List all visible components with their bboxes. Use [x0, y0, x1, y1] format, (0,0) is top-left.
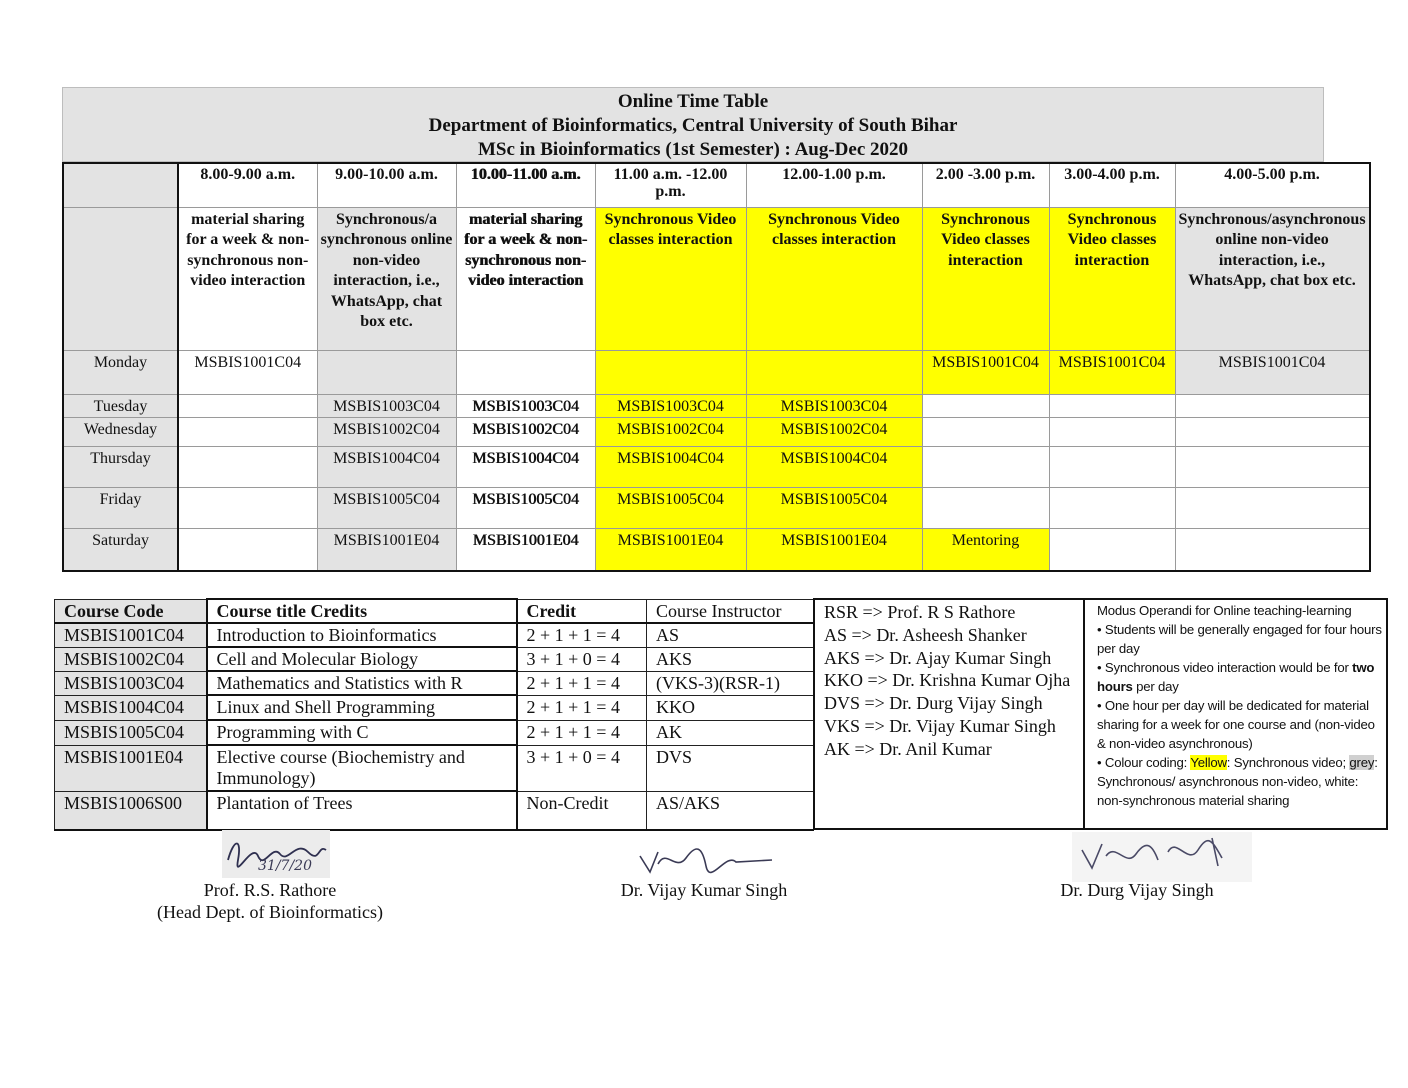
slot-cell: MSBIS1005C04 — [595, 487, 746, 528]
course-credit: 3 + 1 + 0 = 4 — [517, 647, 647, 671]
slot-cell — [922, 487, 1049, 528]
time-slot-8: 4.00-5.00 p.m. — [1175, 163, 1370, 207]
header-instructor: Course Instructor — [647, 599, 814, 623]
course-code: MSBIS1005C04 — [55, 720, 207, 745]
slot-cell: MSBIS1001E04 — [456, 528, 595, 571]
course-code: MSBIS1001C04 — [55, 623, 207, 647]
abbreviation-item: VKS => Dr. Vijay Kumar Singh — [824, 715, 1056, 736]
course-title: Linux and Shell Programming — [207, 695, 517, 720]
time-slot-2: 9.00-10.00 a.m. — [317, 163, 456, 207]
day-label: Monday — [63, 350, 178, 394]
course-code: MSBIS1004C04 — [55, 695, 207, 720]
course-code: MSBIS1001E04 — [55, 745, 207, 791]
table-row — [55, 791, 814, 830]
slot-cell — [1175, 528, 1370, 571]
abbreviation-item: AK => Dr. Anil Kumar — [824, 738, 992, 759]
abbreviation-item: AKS => Dr. Ajay Kumar Singh — [824, 647, 1052, 668]
slot-cell — [595, 350, 746, 394]
slot-cell — [1049, 446, 1175, 487]
slot-cell — [1049, 394, 1175, 417]
grey-highlight: grey — [1349, 755, 1375, 770]
table-row — [55, 695, 814, 720]
modus-bullet: • Students will be generally engaged for four hours per day — [1097, 622, 1382, 656]
abbreviation-item: RSR => Prof. R S Rathore — [824, 602, 1016, 622]
timetable-title: Online Time Table — [617, 91, 769, 112]
bullet-icon: • — [1097, 698, 1105, 713]
slot-cell: MSBIS1002C04 — [746, 417, 922, 446]
modus-title: Modus Operandi for Online teaching-learning — [1097, 603, 1352, 618]
slot-cell — [1175, 446, 1370, 487]
slot-cell: MSBIS1004C04 — [746, 446, 922, 487]
signature-date: 31/7/20 — [258, 858, 312, 874]
corner-cell — [63, 163, 178, 207]
time-slot-4: 11.00 a.m. -12.00 p.m. — [595, 163, 746, 207]
modus-operandi-box — [1085, 598, 1388, 830]
slot-cell: MSBIS1003C04 — [317, 394, 456, 417]
signatory-name: Dr. Durg Vijay Singh — [1060, 880, 1214, 900]
mode-description: Synchronous/a synchronous online non-video interaction, i.e., WhatsApp, chat box etc. — [317, 207, 456, 350]
table-row — [63, 446, 1370, 487]
course-credit: 2 + 1 + 1 = 4 — [517, 720, 647, 745]
slot-cell — [746, 350, 922, 394]
slot-cell — [1175, 394, 1370, 417]
day-label: Saturday — [63, 528, 178, 571]
signature-scribble-icon — [1072, 832, 1252, 882]
slot-cell: MSBIS1001C04 — [1175, 350, 1370, 394]
course-credit: Non-Credit — [517, 791, 647, 830]
modus-bullet: • Synchronous video interaction would be for two hours per day — [1097, 660, 1375, 694]
course-credit: 3 + 1 + 0 = 4 — [517, 745, 647, 791]
yellow-highlight: Yellow — [1190, 755, 1227, 770]
bullet-icon: • — [1097, 660, 1105, 675]
corner-cell — [63, 207, 178, 350]
header-course-code: Course Code — [55, 599, 207, 623]
slot-cell: MSBIS1001C04 — [922, 350, 1049, 394]
slot-cell — [456, 350, 595, 394]
signatory-2 — [554, 879, 854, 901]
signatory-name: Dr. Vijay Kumar Singh — [620, 880, 788, 900]
slot-cell: MSBIS1005C04 — [746, 487, 922, 528]
course-title: Cell and Molecular Biology — [207, 647, 517, 671]
timetable-title-block — [62, 87, 1324, 162]
course-instructor: AS/AKS — [647, 791, 814, 830]
slot-cell — [1049, 528, 1175, 571]
course-table — [54, 598, 814, 831]
slot-cell: MSBIS1003C04 — [746, 394, 922, 417]
slot-cell: MSBIS1005C04 — [317, 487, 456, 528]
instructor-abbreviations — [813, 598, 1085, 830]
course-instructor: KKO — [647, 695, 814, 720]
table-row — [63, 487, 1370, 528]
table-row — [55, 745, 814, 791]
slot-cell: MSBIS1003C04 — [595, 394, 746, 417]
slot-cell — [178, 487, 317, 528]
signatory-3 — [987, 879, 1287, 901]
mode-description: material sharing for a week & non-synchronous non-video interaction — [456, 207, 595, 350]
time-slot-6: 2.00 -3.00 p.m. — [922, 163, 1049, 207]
course-instructor: (VKS-3)(RSR-1) — [647, 671, 814, 695]
mode-description: Synchronous Video classes interaction — [922, 207, 1049, 350]
day-label: Tuesday — [63, 394, 178, 417]
mode-description: Synchronous Video classes interaction — [595, 207, 746, 350]
slot-cell — [317, 350, 456, 394]
course-instructor: DVS — [647, 745, 814, 791]
slot-cell — [178, 394, 317, 417]
signature-scribble-icon — [636, 842, 776, 878]
abbreviation-item: AS => Dr. Asheesh Shanker — [824, 624, 1027, 645]
abbreviation-item: DVS => Dr. Durg Vijay Singh — [824, 693, 1043, 714]
timetable — [62, 162, 1371, 572]
time-slot-5: 12.00-1.00 p.m. — [746, 163, 922, 207]
slot-cell: MSBIS1005C04 — [456, 487, 595, 528]
department-name: Department of Bioinformatics, Central University of South Bihar — [428, 115, 958, 136]
course-code: MSBIS1003C04 — [55, 671, 207, 695]
slot-cell — [1049, 487, 1175, 528]
slot-cell: MSBIS1004C04 — [317, 446, 456, 487]
slot-cell: MSBIS1004C04 — [595, 446, 746, 487]
slot-cell: MSBIS1001E04 — [595, 528, 746, 571]
modus-bullet: • One hour per day will be dedicated for material sharing for a week for one course and (non-video & non-video asynchronous) — [1097, 698, 1375, 751]
slot-cell: MSBIS1004C04 — [456, 446, 595, 487]
course-title: Mathematics and Statistics with R — [207, 671, 517, 695]
signature-image — [1072, 832, 1252, 882]
signature-image — [636, 842, 776, 878]
bullet-icon: • — [1097, 755, 1105, 770]
slot-cell: MSBIS1002C04 — [317, 417, 456, 446]
slot-cell: MSBIS1002C04 — [595, 417, 746, 446]
table-row — [63, 528, 1370, 571]
table-row — [63, 417, 1370, 446]
signatory-name: Prof. R.S. Rathore — [203, 880, 337, 900]
slot-cell: MSBIS1001C04 — [178, 350, 317, 394]
table-row — [55, 647, 814, 671]
course-title: Plantation of Trees — [207, 791, 517, 830]
course-instructor: AKS — [647, 647, 814, 671]
slot-cell — [922, 446, 1049, 487]
day-label: Friday — [63, 487, 178, 528]
course-instructor: AS — [647, 623, 814, 647]
header-course-title: Course title Credits — [207, 599, 517, 623]
slot-cell: MSBIS1001E04 — [317, 528, 456, 571]
course-instructor: AK — [647, 720, 814, 745]
day-label: Wednesday — [63, 417, 178, 446]
slot-cell — [922, 394, 1049, 417]
header-credit: Credit — [517, 599, 647, 623]
slot-cell — [1175, 487, 1370, 528]
modus-bullet: • Colour coding: Yellow: Synchronous video; grey: Synchronous/ asynchronous non-video, white: non-synchronous material sharing — [1097, 755, 1378, 808]
abbreviation-item: KKO => Dr. Krishna Kumar Ojha — [824, 670, 1071, 691]
slot-cell: MSBIS1003C04 — [456, 394, 595, 417]
time-slot-row — [63, 163, 1370, 207]
table-row — [63, 350, 1370, 394]
table-row — [55, 671, 814, 695]
course-header-row — [55, 599, 814, 623]
slot-cell: MSBIS1002C04 — [456, 417, 595, 446]
slot-cell — [178, 528, 317, 571]
course-credit: 2 + 1 + 1 = 4 — [517, 695, 647, 720]
course-code: MSBIS1002C04 — [55, 647, 207, 671]
day-label: Thursday — [63, 446, 178, 487]
signature-image — [222, 830, 330, 878]
mode-description: Synchronous Video classes interaction — [746, 207, 922, 350]
slot-cell — [178, 446, 317, 487]
course-title: Elective course (Biochemistry and Immunology) — [207, 745, 517, 791]
course-title: Programming with C — [207, 720, 517, 745]
table-row — [63, 394, 1370, 417]
mode-description: Synchronous Video classes interaction — [1049, 207, 1175, 350]
slot-cell — [922, 417, 1049, 446]
course-code: MSBIS1006S00 — [55, 791, 207, 830]
course-credit: 2 + 1 + 1 = 4 — [517, 623, 647, 647]
mode-row — [63, 207, 1370, 350]
table-row — [55, 720, 814, 745]
slot-cell — [1175, 417, 1370, 446]
mode-description: Synchronous/asynchronous online non-video interaction, i.e., WhatsApp, chat box etc. — [1175, 207, 1370, 350]
time-slot-7: 3.00-4.00 p.m. — [1049, 163, 1175, 207]
course-credit: 2 + 1 + 1 = 4 — [517, 671, 647, 695]
signatory-role: (Head Dept. of Bioinformatics) — [157, 902, 383, 922]
program-name: MSc in Bioinformatics (1st Semester) : Aug-Dec 2020 — [477, 139, 909, 160]
slot-cell — [178, 417, 317, 446]
slot-cell — [1049, 417, 1175, 446]
slot-cell: MSBIS1001C04 — [1049, 350, 1175, 394]
bullet-icon: • — [1097, 622, 1105, 637]
signatory-1 — [120, 879, 420, 923]
time-slot-1: 8.00-9.00 a.m. — [178, 163, 317, 207]
table-row — [55, 623, 814, 647]
course-title: Introduction to Bioinformatics — [207, 623, 517, 647]
time-slot-3: 10.00-11.00 a.m. — [456, 163, 595, 207]
slot-cell: MSBIS1001E04 — [746, 528, 922, 571]
slot-cell: Mentoring — [922, 528, 1049, 571]
mode-description: material sharing for a week & non-synchronous non-video interaction — [178, 207, 317, 350]
